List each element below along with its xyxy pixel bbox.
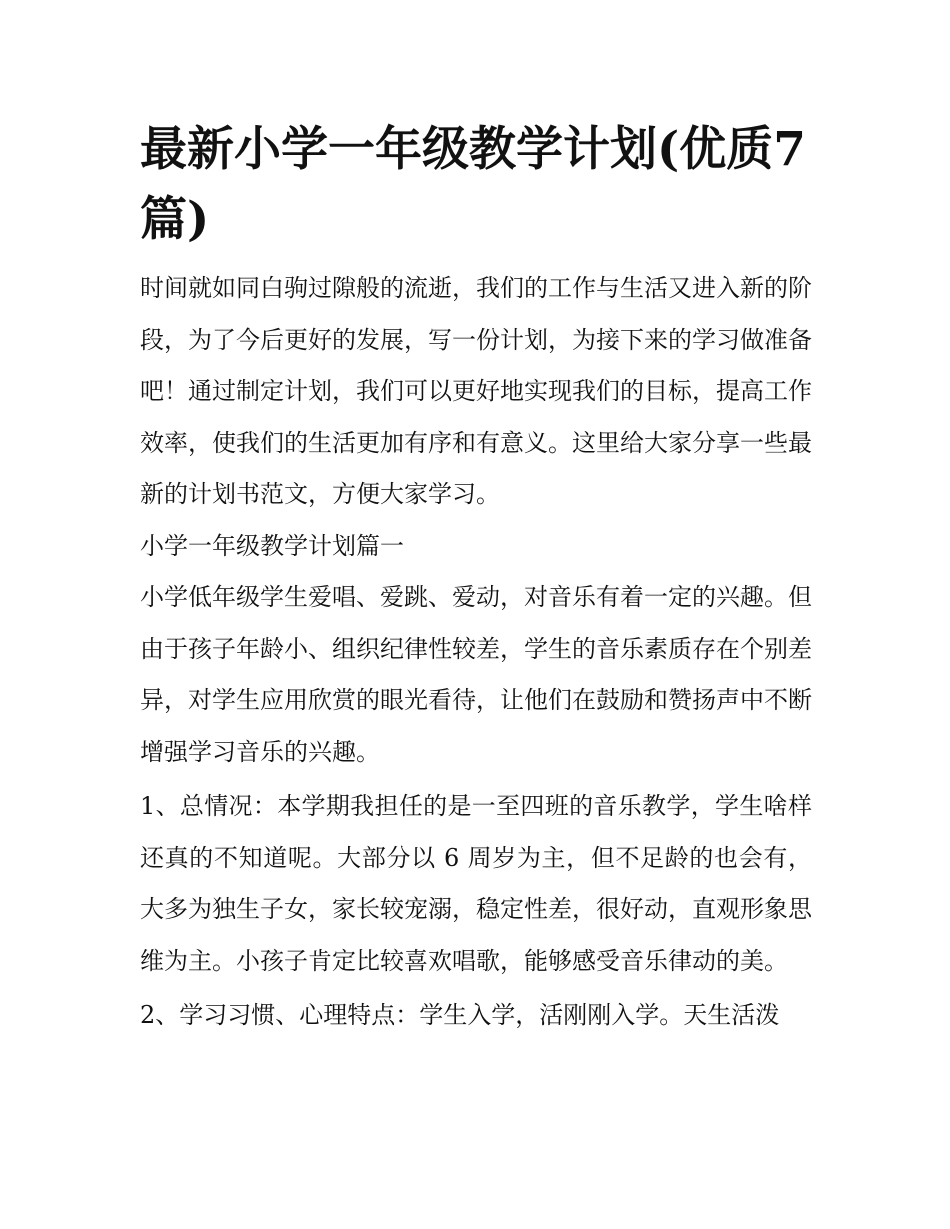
section-heading: 小学一年级教学计划篇一 (140, 531, 404, 560)
intro-paragraph: 时间就如同白驹过隙般的流逝，我们的工作与生活又进入新的阶段，为了今后更好的发展，写一份计划，为接下来的学习做准备吧！通过制定计划，我们可以更好地实现我们的目标，提高工作效率，使我们的生活更加有序和有意义。这里给大家分享一些最新的计划书范文，方便大家学习。 (140, 274, 812, 508)
body-paragraph-3: 2、学习习惯、心理特点：学生入学，活刚刚入学。天生活泼 (140, 1001, 780, 1029)
document-title: 最新小学一年级教学计划(优质7篇) (140, 122, 806, 247)
document-page (140, 115, 812, 1042)
document-body (140, 263, 812, 1042)
body-paragraph-2: 1、总情况：本学期我担任的是一至四班的音乐教学，学生啥样还真的不知道呢。大部分以 6 周岁为主，但不足龄的也会有，大多为独生子女，家长较宠溺，稳定性差，很好动，直观形象思维为主。小孩子肯定比较喜欢唱歌，能够感受音乐律动的美。 (140, 792, 812, 975)
body-paragraph-1: 小学低年级学生爱唱、爱跳、爱动，对音乐有着一定的兴趣。但由于孩子年龄小、组织纪律性较差，学生的音乐素质存在个别差异，对学生应用欣赏的眼光看待，让他们在鼓励和赞扬声中不断增强学习音乐的兴趣。 (140, 583, 812, 766)
